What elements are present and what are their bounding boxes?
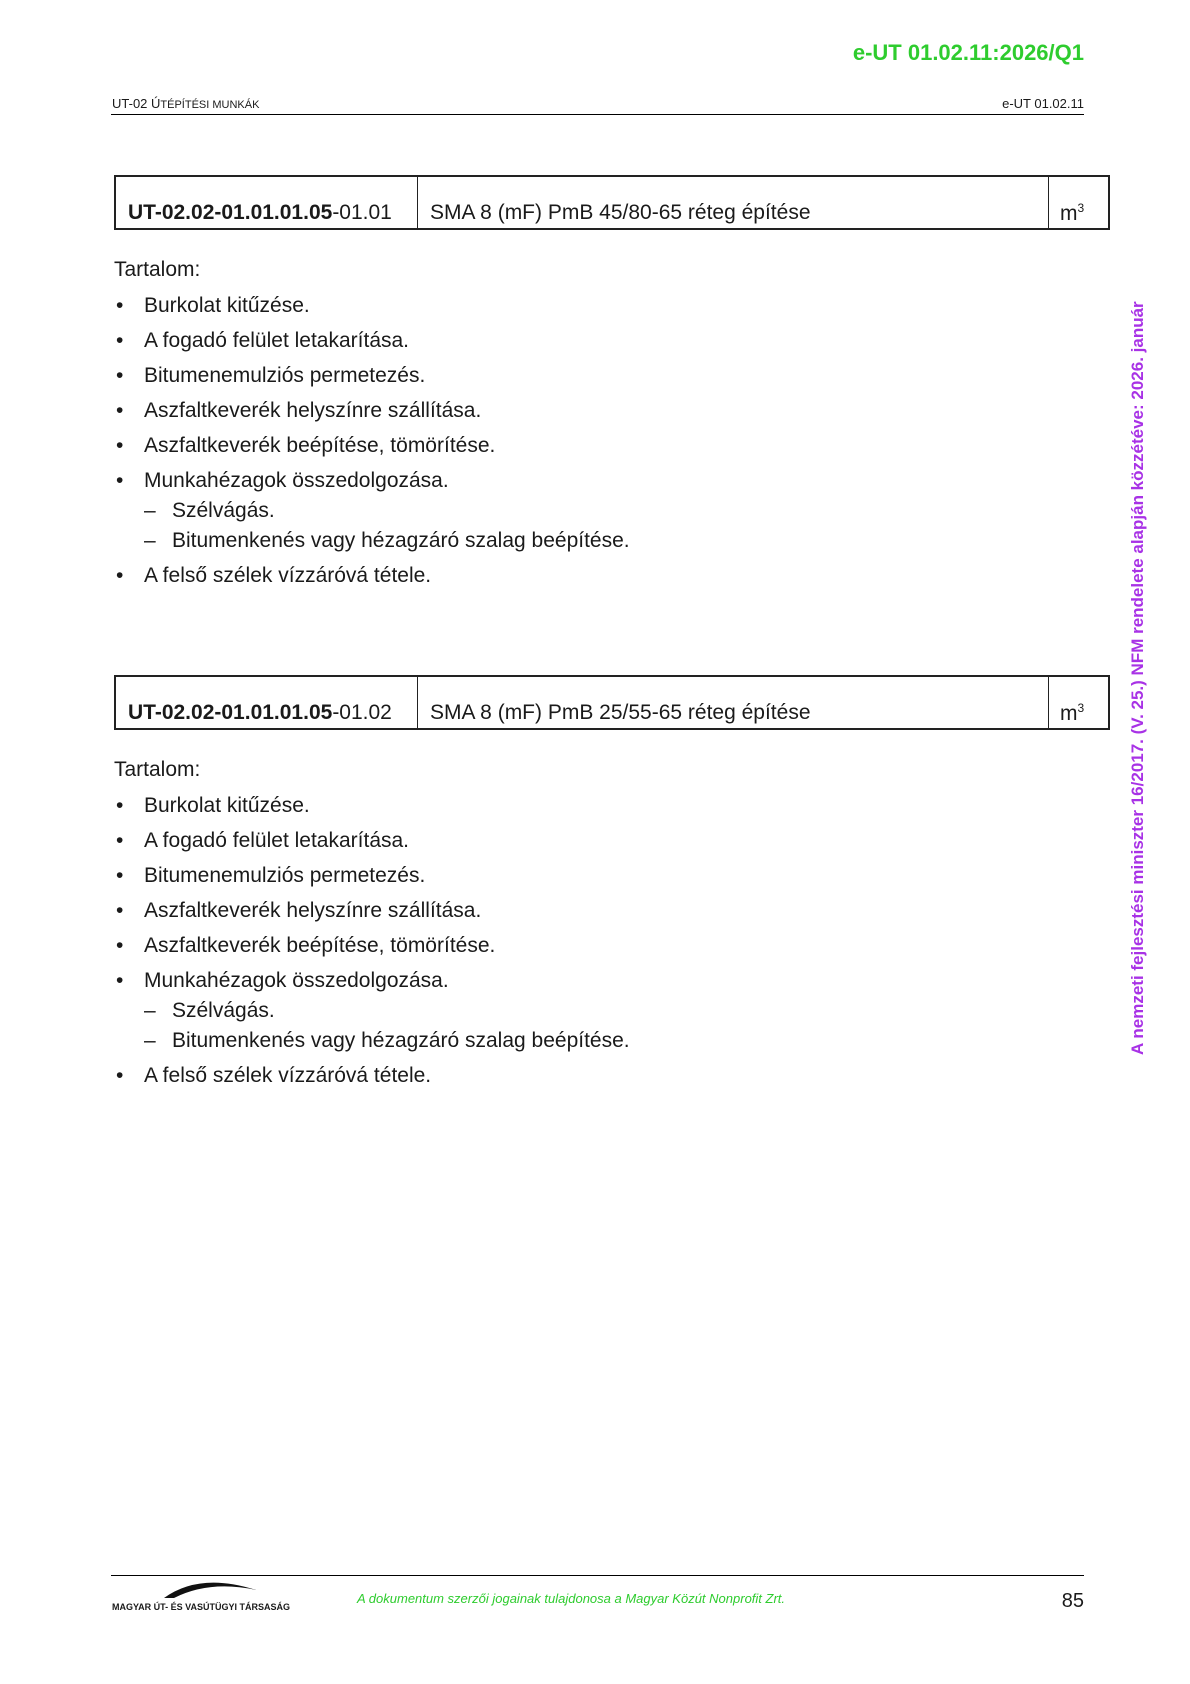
content-label: Tartalom: — [114, 758, 201, 781]
header-section-title — [112, 96, 259, 111]
item-code — [116, 677, 418, 728]
item-content — [114, 758, 1014, 1099]
item-code-suffix: -01.02 — [332, 701, 392, 724]
list-item: • Bitumenemulziós permetezés. — [114, 364, 1014, 388]
list-item-text: Munkahézagok összedolgozása. — [144, 469, 449, 492]
sub-list-item: – Szélvágás. — [144, 499, 1014, 523]
side-publication-note: A nemzeti fejlesztési miniszter 16/2017. (V. 25.) NFM rendelete alapján közzétéve: 2026. január — [1128, 301, 1147, 1055]
unit-base: m — [1060, 702, 1078, 725]
header-section-smallcaps: TÉPÍTÉSI MUNKÁK — [160, 99, 260, 111]
item-header-row — [114, 175, 1110, 230]
list-item: • A felső szélek vízzáróvá tétele. — [114, 1064, 1014, 1088]
item-description: SMA 8 (mF) PmB 45/80-65 réteg építése — [430, 201, 811, 224]
header-divider — [111, 114, 1084, 115]
sub-list — [144, 999, 1014, 1053]
page-number: 85 — [1061, 1590, 1084, 1612]
footer-divider — [111, 1575, 1084, 1576]
content-label: Tartalom: — [114, 258, 201, 281]
item-description: SMA 8 (mF) PmB 25/55-65 réteg építése — [430, 701, 811, 724]
list-item-text: Munkahézagok összedolgozása. — [144, 969, 449, 992]
sub-list-item: – Bitumenkenés vagy hézagzáró szalag beépítése. — [144, 529, 1014, 553]
content-list — [114, 294, 1014, 588]
logo-swoosh-icon — [160, 1578, 260, 1600]
logo-text: MAGYAR ÚT- ÉS VASÚTÜGYI TÁRSASÁG — [112, 1602, 291, 1612]
list-item: • Aszfaltkeverék beépítése, tömörítése. — [114, 934, 1014, 958]
item-header-row — [114, 675, 1110, 730]
item-unit — [1048, 677, 1108, 728]
sub-list — [144, 499, 1014, 553]
copyright-note: A dokumentum szerzői jogainak tulajdonosa a Magyar Közút Nonprofit Zrt. — [357, 1591, 786, 1606]
item-unit — [1048, 177, 1108, 228]
list-item-with-subitems — [114, 969, 1014, 1053]
item-code-main: UT-02.02-01.01.01.05 — [128, 201, 333, 224]
content-list — [114, 794, 1014, 1088]
item-code-suffix: -01.01 — [332, 201, 392, 224]
header-document-id: e-UT 01.02.11 — [1002, 96, 1084, 111]
sub-list-item: – Szélvágás. — [144, 999, 1014, 1023]
item-code — [116, 177, 418, 228]
list-item: • Aszfaltkeverék helyszínre szállítása. — [114, 899, 1014, 923]
item-code-main: UT-02.02-01.01.01.05 — [128, 701, 333, 724]
unit-base: m — [1060, 202, 1078, 225]
header-section-prefix: UT-02 Ú — [112, 96, 161, 111]
list-item: • Aszfaltkeverék helyszínre szállítása. — [114, 399, 1014, 423]
list-item: • A fogadó felület letakarítása. — [114, 329, 1014, 353]
document-code: e-UT 01.02.11:2026/Q1 — [852, 40, 1084, 65]
unit-exponent: 3 — [1077, 701, 1085, 715]
list-item: • Burkolat kitűzése. — [114, 794, 1014, 818]
list-item: • A felső szélek vízzáróvá tétele. — [114, 564, 1014, 588]
item-content — [114, 258, 1014, 599]
company-logo — [112, 1578, 291, 1618]
list-item: • A fogadó felület letakarítása. — [114, 829, 1014, 853]
list-item-with-subitems — [114, 469, 1014, 553]
list-item: • Bitumenemulziós permetezés. — [114, 864, 1014, 888]
list-item: • Aszfaltkeverék beépítése, tömörítése. — [114, 434, 1014, 458]
sub-list-item: – Bitumenkenés vagy hézagzáró szalag beépítése. — [144, 1029, 1014, 1053]
unit-exponent: 3 — [1077, 201, 1085, 215]
list-item: • Burkolat kitűzése. — [114, 294, 1014, 318]
